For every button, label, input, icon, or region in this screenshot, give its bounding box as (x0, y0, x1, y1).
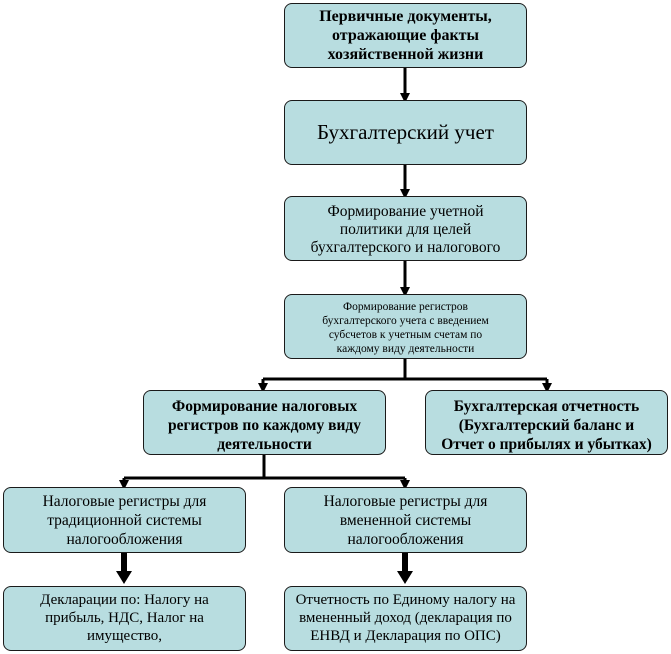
node-accounting-policy-label: Формирование учетной политики для целей бухгалтерского и налогового (310, 203, 501, 256)
node-imputed-tax-registers-label: Налоговые регистры для вмененной системы налогообложения (323, 492, 488, 548)
node-accounting (284, 100, 527, 165)
node-imputed-tax-registers (284, 487, 527, 553)
arrowhead-7-9 (116, 571, 132, 584)
node-accounting-registers-label: Формирование регистров бухгалтерского учета с введением субсчетов к учетным счетам по каждому виду деятельности (322, 301, 489, 355)
node-traditional-tax-registers-label: Налоговые регистры для традиционной системы налогообложения (42, 492, 207, 548)
arrowhead-8-10 (397, 571, 413, 584)
node-accounting-label: Бухгалтерский учет (317, 120, 494, 144)
node-tax-registers-label: Формирование налоговых регистров по каждому виду деятельности (168, 398, 361, 453)
node-primary-documents (284, 3, 527, 68)
node-tax-registers (143, 390, 386, 455)
node-envd-reporting (284, 586, 527, 651)
node-accounting-policy (284, 196, 527, 261)
node-accounting-registers (284, 294, 527, 359)
node-financial-reporting (425, 390, 668, 455)
node-traditional-tax-registers (3, 487, 246, 553)
node-declarations-label: Декларации по: Налогу на прибыль, НДС, Налог на имущество, (40, 592, 209, 644)
node-envd-reporting-label: Отчетность по Единому налогу на вмененный доход (декларация по ЕНВД и Декларация по ОПС) (295, 592, 516, 644)
node-declarations (3, 586, 246, 651)
node-primary-documents-label: Первичные документы, отражающие факты хозяйственной жизни (319, 8, 492, 63)
node-financial-reporting-label: Бухгалтерская отчетность (Бухгалтерский баланс и Отчет о прибылях и убытках) (441, 398, 652, 453)
